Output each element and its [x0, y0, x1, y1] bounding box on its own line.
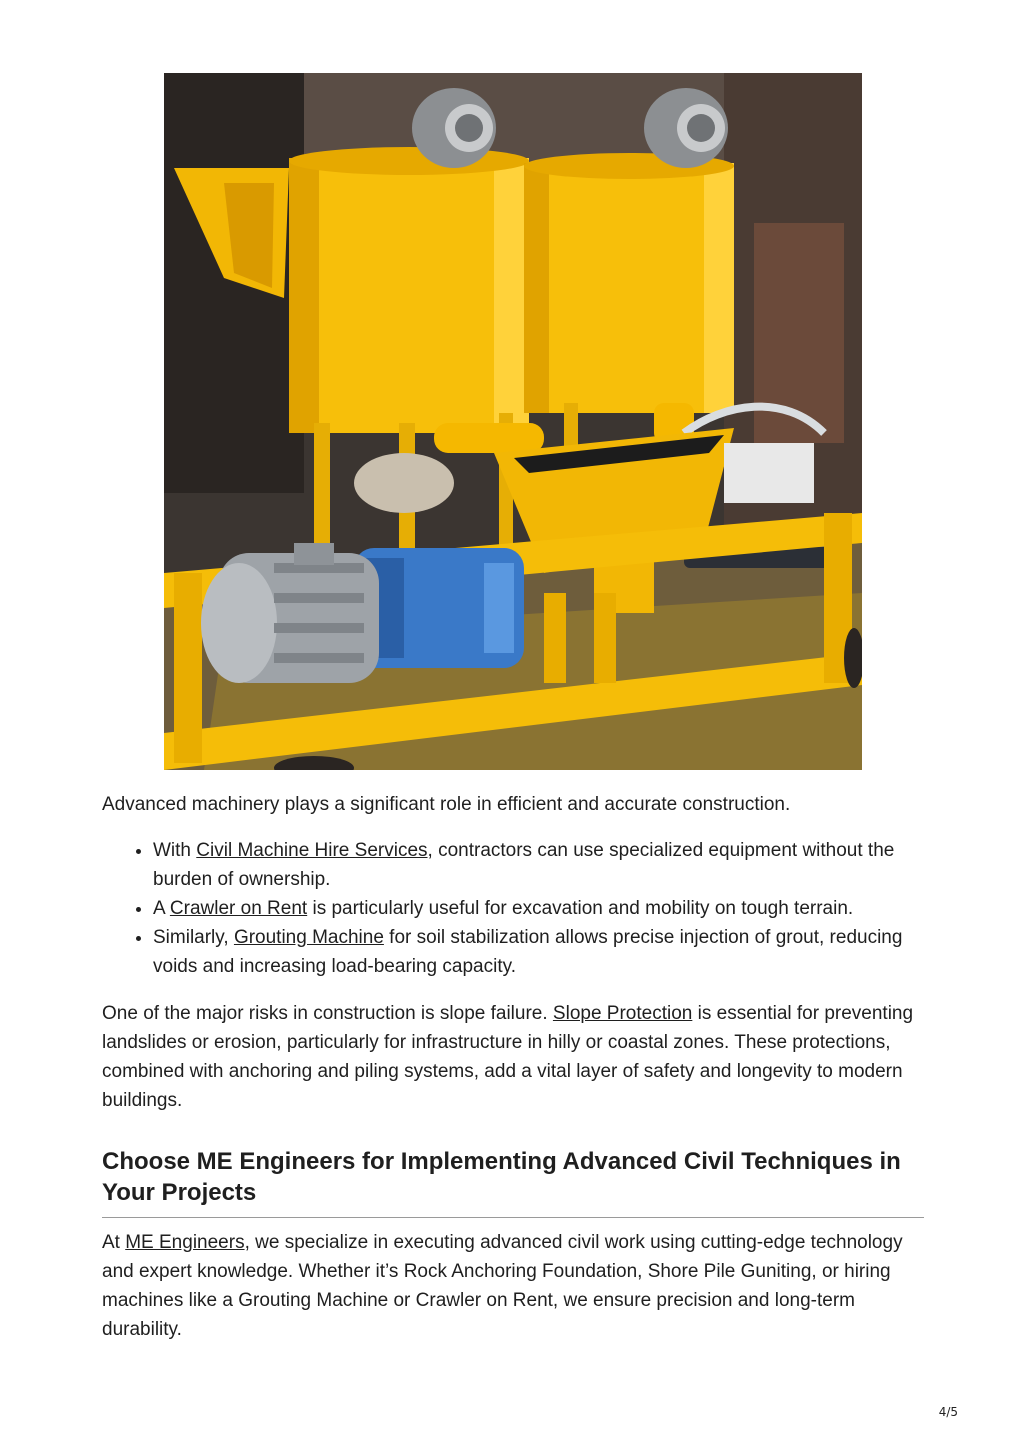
list-item	[153, 923, 924, 981]
me-engineers-link[interactable]: ME Engineers	[125, 1232, 245, 1253]
slope-text-after: is essential for preventing landslides or erosion, particularly for infrastructure in hilly or coastal zones. These protections, combined with anchoring and piling systems, add a vital layer of safety and longevity to modern buildings.	[102, 1003, 914, 1111]
list-item	[153, 894, 924, 923]
grouting-machine-photo	[164, 73, 862, 770]
list-item	[153, 836, 924, 894]
closing-text-before: At	[102, 1232, 126, 1253]
section-heading: Choose ME Engineers for Implementing Advanced Civil Techniques in Your Projects	[102, 1146, 924, 1218]
slope-paragraph	[102, 999, 924, 1115]
crawler-on-rent-link[interactable]: Crawler on Rent	[169, 898, 308, 919]
page-number: 4/5	[938, 1405, 958, 1419]
grouting-machine-link[interactable]: Grouting Machine	[233, 927, 384, 948]
bullet-text-before: With	[153, 840, 197, 861]
article-body	[102, 790, 924, 1344]
bullet-text-after: is particularly useful for excavation and mobility on tough terrain.	[307, 898, 854, 919]
closing-text-after: , we specialize in executing advanced civil work using cutting-edge technology and expert knowledge. Whether it’s Rock Anchoring Foundation, Shore Pile Guniting, or hiring machines like a Grouting Machine or Crawler on Rent, we ensure precision and long-term durability.	[102, 1232, 903, 1340]
slope-protection-link[interactable]: Slope Protection	[552, 1003, 693, 1024]
bullet-text-before: A	[153, 898, 170, 919]
bullet-text-after: , contractors can use specialized equipment without the burden of ownership.	[153, 840, 895, 890]
civil-machine-hire-link[interactable]: Civil Machine Hire Services	[196, 840, 428, 861]
intro-paragraph: Advanced machinery plays a significant role in efficient and accurate construction.	[102, 794, 791, 815]
machinery-bullet-list	[102, 836, 924, 981]
closing-paragraph	[102, 1228, 924, 1344]
slope-text-before: One of the major risks in construction is slope failure.	[102, 1003, 553, 1024]
bullet-text-before: Similarly,	[153, 927, 234, 948]
bullet-text-after: for soil stabilization allows precise injection of grout, reducing voids and increasing load-bearing capacity.	[153, 927, 903, 977]
